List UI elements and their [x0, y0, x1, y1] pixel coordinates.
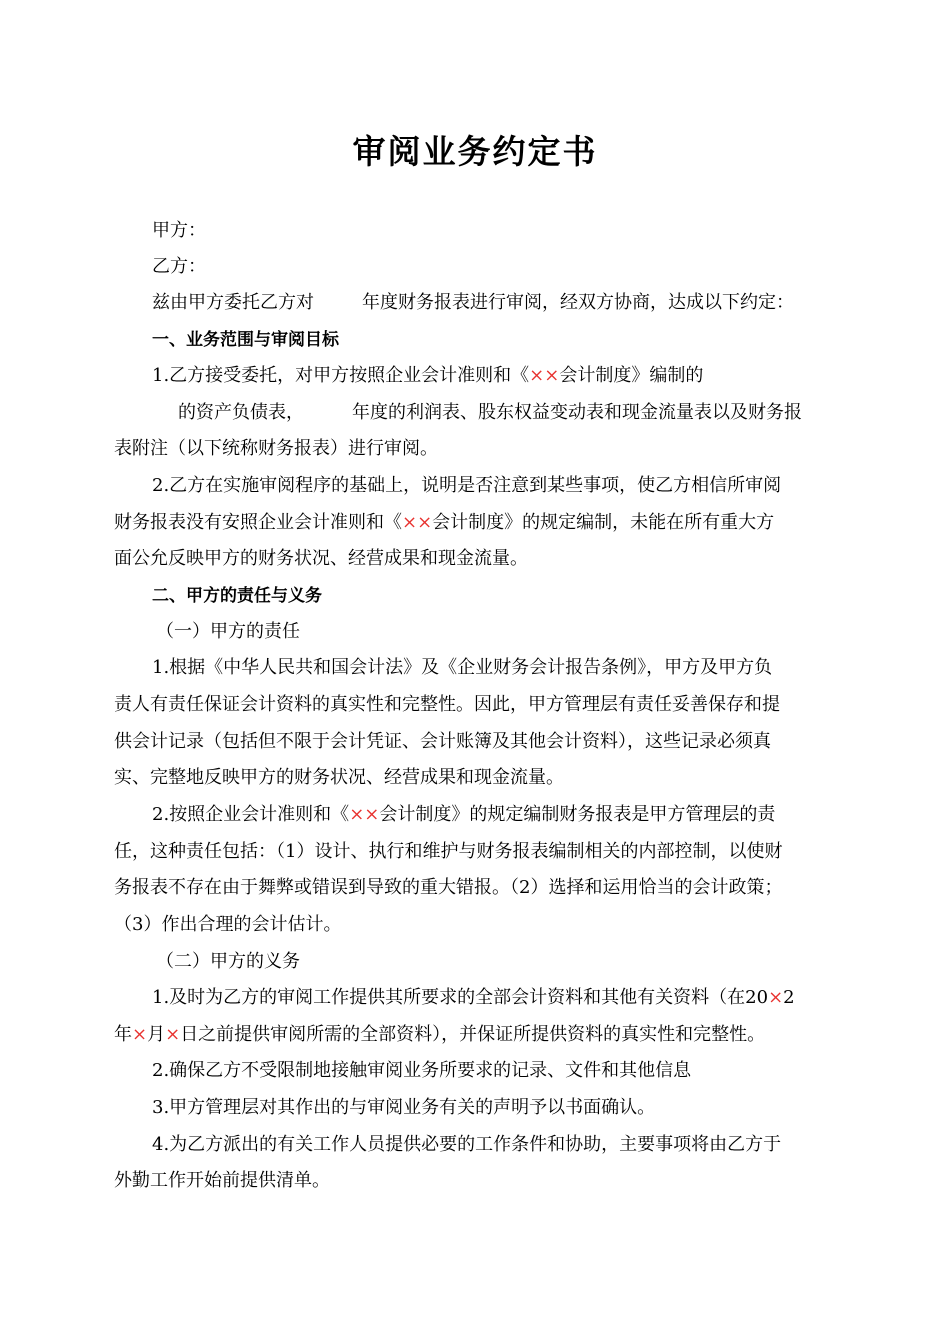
text-span: 日之前提供审阅所需的全部资料），并保证所提供资料的真实性和完整性。 [180, 1024, 766, 1045]
text-span: 财务报表没有安照企业会计准则和《 [114, 512, 402, 533]
text-span: 会计制度》编制的 [559, 365, 704, 386]
sec2-r2-line1 [152, 802, 775, 828]
sec1-p2-line2 [114, 510, 774, 536]
section-2-heading: 二、甲方的责任与义务 [152, 586, 322, 606]
placeholder-mark: × [165, 1024, 181, 1045]
placeholder-mark: ×× [529, 365, 560, 386]
document-title: 审阅业务约定书 [352, 132, 598, 171]
text-span: 月 [147, 1024, 166, 1045]
sec2-r1-line3: 供会计记录（包括但不限于会计凭证、会计账簿及其他会计资料），这些记录必须真 [114, 731, 771, 752]
sec1-p1-line3: 表附注（以下统称财务报表）进行审阅。 [114, 438, 438, 459]
text-span: 会计制度》的规定编制财务报表是甲方管理层的责 [379, 804, 776, 825]
placeholder-mark: × [132, 1024, 148, 1045]
sec2-r2-line3: 务报表不存在由于舞弊或错误到导致的重大错报。（2）选择和运用恰当的会计政策； [114, 877, 783, 898]
text-span: 1.及时为乙方的审阅工作提供其所要求的全部会计资料和其他有关资料（在20 [152, 987, 769, 1008]
sec2-o2-line: 2.确保乙方不受限制地接触审阅业务所要求的记录、文件和其他信息 [152, 1060, 692, 1081]
section-1-heading: 一、业务范围与审阅目标 [152, 330, 339, 350]
sec2-o3-line: 3.甲方管理层对其作出的与审阅业务有关的声明予以书面确认。 [152, 1097, 656, 1118]
sec1-p2-line1: 2.乙方在实施审阅程序的基础上，说明是否注意到某些事项，使乙方相信所审阅 [152, 475, 782, 496]
intro-text-b: 年度财务报表进行审阅，经双方协商，达成以下约定： [362, 292, 794, 313]
placeholder-mark: × [768, 987, 784, 1008]
sec2-r1-line2: 责人有责任保证会计资料的真实性和完整性。因此，甲方管理层有责任妥善保存和提 [114, 694, 780, 715]
sec2-o1-line2 [114, 1022, 765, 1048]
text-span: 2 [783, 987, 795, 1008]
party-b-line: 乙方： [152, 256, 206, 277]
text-span: 年度的利润表、股东权益变动表和现金流量表以及财务报 [352, 402, 802, 423]
sec2-r2-line4: （3）作出合理的会计估计。 [114, 914, 342, 935]
sec1-p1-line2 [178, 400, 802, 426]
text-span: 2.按照企业会计准则和《 [152, 804, 350, 825]
subsection-obligations: （二）甲方的义务 [156, 951, 300, 972]
sec2-r1-line1: 1.根据《中华人民共和国会计法》及《企业财务会计报告条例》，甲方及甲方负 [152, 657, 773, 678]
text-span: 会计制度》的规定编制，未能在所有重大方 [432, 512, 775, 533]
sec2-o4-line2: 外勤工作开始前提供清单。 [114, 1170, 330, 1191]
subsection-responsibility: （一）甲方的责任 [156, 621, 300, 642]
text-span: 1.乙方接受委托，对甲方按照企业会计准则和《 [152, 365, 530, 386]
party-a-line: 甲方： [152, 220, 206, 241]
sec2-r2-line2: 任，这种责任包括：（1）设计、执行和维护与财务报表编制相关的内部控制，以使财 [114, 841, 783, 862]
sec2-r1-line4: 实、完整地反映甲方的财务状况、经营成果和现金流量。 [114, 767, 564, 788]
sec1-p2-line3: 面公允反映甲方的财务状况、经营成果和现金流量。 [114, 548, 528, 569]
sec2-o1-line1 [152, 985, 795, 1011]
intro-text-a: 兹由甲方委托乙方对 [152, 292, 314, 313]
placeholder-mark: ×× [349, 804, 380, 825]
intro-line [152, 290, 794, 316]
sec1-p1-line1 [152, 363, 703, 389]
placeholder-mark: ×× [402, 512, 433, 533]
sec2-o4-line1: 4.为乙方派出的有关工作人员提供必要的工作条件和协助，主要事项将由乙方于 [152, 1134, 782, 1155]
text-span: 的资产负债表， [178, 402, 304, 423]
text-span: 年 [114, 1024, 132, 1045]
